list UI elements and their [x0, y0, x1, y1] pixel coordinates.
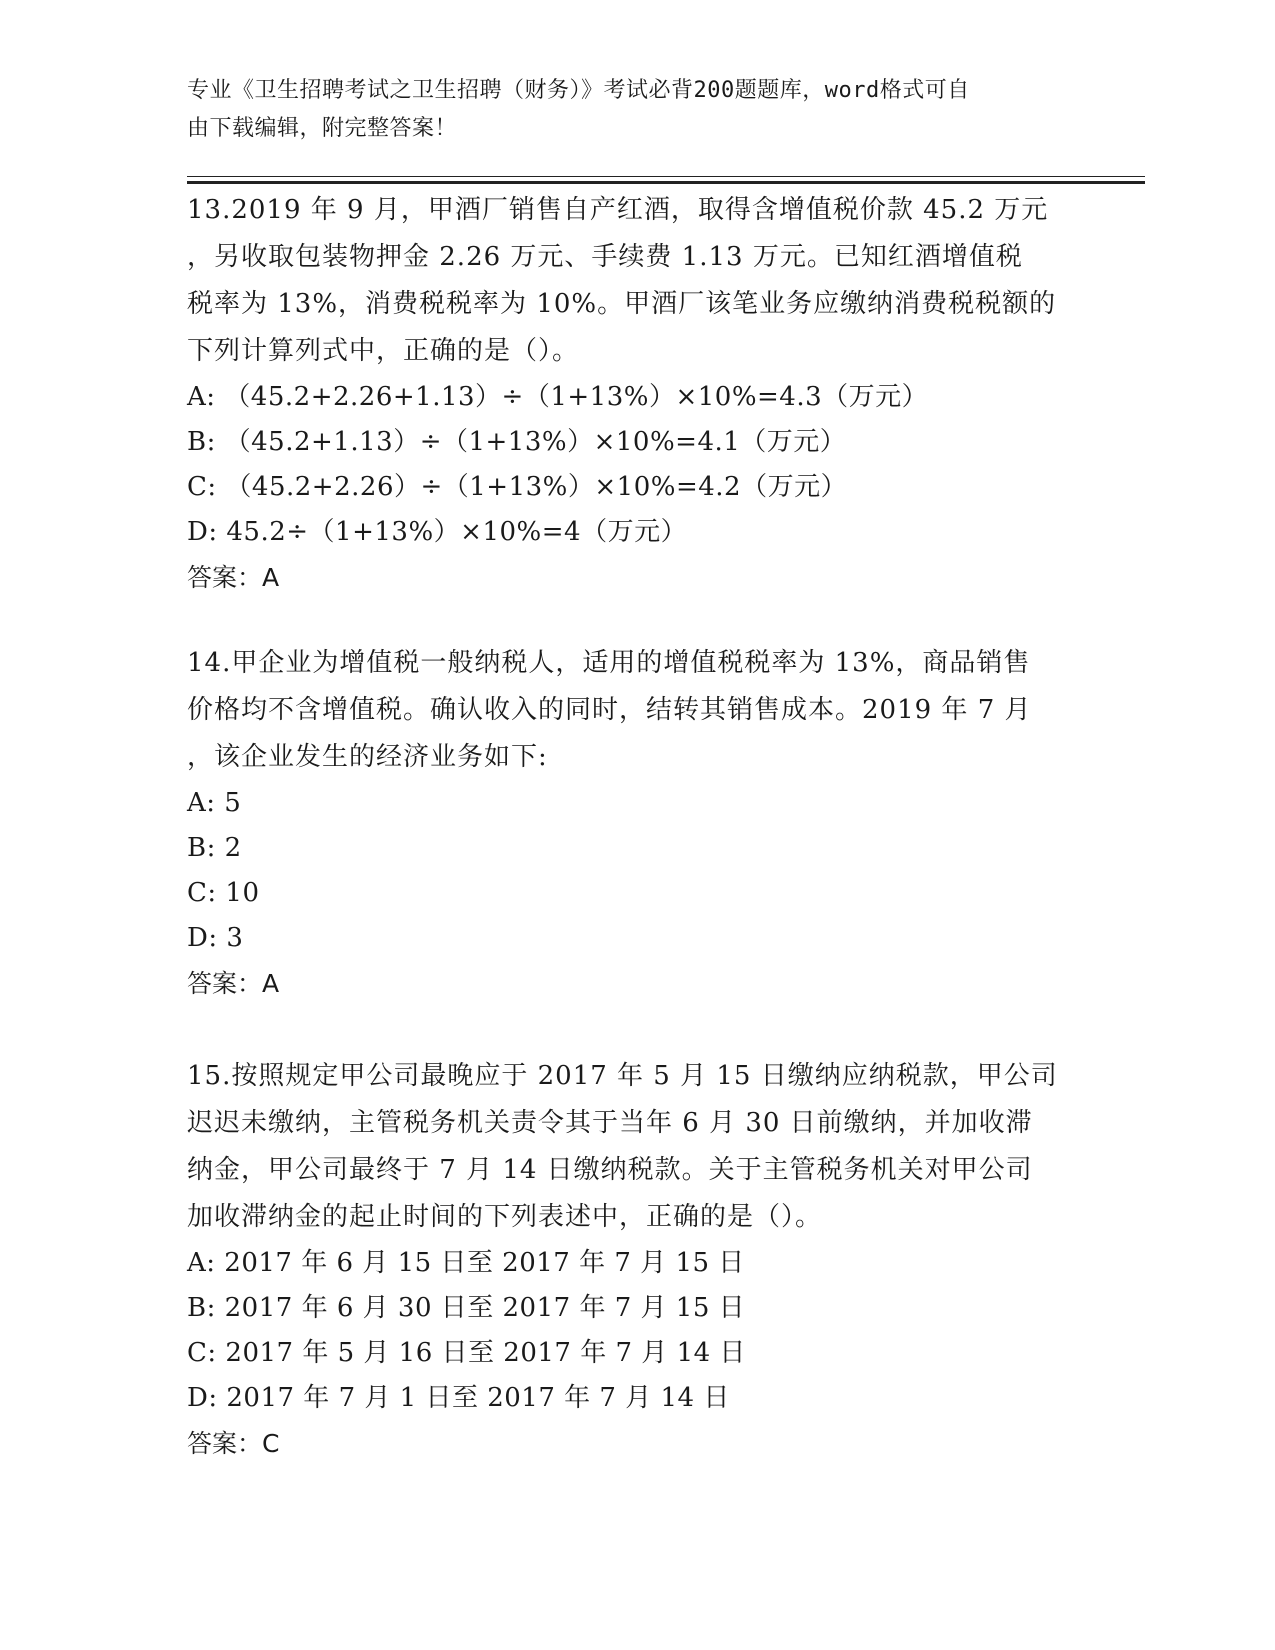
option-d: D: 3: [187, 923, 244, 953]
option-d: D: 2017 年 7 月 1 日至 2017 年 7 月 14 日: [187, 1383, 730, 1413]
option-c: C: 2017 年 5 月 16 日至 2017 年 7 月 14 日: [187, 1338, 746, 1368]
question-stem-line: 加收滞纳金的起止时间的下列表述中，正确的是（）。: [187, 1202, 823, 1232]
option-b: B: 2017 年 6 月 30 日至 2017 年 7 月 15 日: [187, 1293, 746, 1323]
question-stem-line: 下列计算列式中，正确的是（）。: [187, 336, 580, 366]
question-stem-line: 价格均不含增值税。确认收入的同时，结转其销售成本。2019 年 7 月: [187, 695, 1032, 725]
answer: 答案：A: [187, 563, 280, 592]
option-a: A: 5: [187, 788, 242, 818]
document-header: [187, 72, 1067, 148]
question-stem-line: 13.2019 年 9 月，甲酒厂销售自产红酒，取得含增值税价款 45.2 万元: [187, 195, 1049, 225]
question-stem-line: 15.按照规定甲公司最晚应于 2017 年 5 月 15 日缴纳应纳税款，甲公司: [187, 1061, 1058, 1091]
question-stem-line: 14.甲企业为增值税一般纳税人，适用的增值税税率为 13%，商品销售: [187, 648, 1031, 678]
option-a: A: 2017 年 6 月 15 日至 2017 年 7 月 15 日: [187, 1248, 745, 1278]
option-c: C: （45.2+2.26）÷（1+13%）×10%=4.2（万元）: [187, 472, 848, 502]
question-14: [187, 640, 1067, 1007]
header-divider-thin: [187, 176, 1145, 177]
question-13: [187, 187, 1067, 601]
question-stem: [187, 640, 1067, 781]
option-c: C: 10: [187, 878, 260, 908]
question-15: [187, 1053, 1067, 1467]
answer: 答案：C: [187, 1429, 280, 1458]
question-stem-line: ，该企业发生的经济业务如下:: [187, 742, 548, 772]
question-stem: [187, 187, 1067, 375]
option-b: B: （45.2+1.13）÷（1+13%）×10%=4.1（万元）: [187, 427, 847, 457]
question-stem: [187, 1053, 1067, 1241]
option-d: D: 45.2÷（1+13%）×10%=4（万元）: [187, 517, 688, 547]
option-a: A: （45.2+2.26+1.13）÷（1+13%）×10%=4.3（万元）: [187, 382, 929, 412]
header-line: 由下载编辑，附完整答案！: [187, 116, 458, 141]
question-stem-line: 税率为 13%，消费税税率为 10%。甲酒厂该笔业务应缴纳消费税税额的: [187, 289, 1057, 319]
question-stem-line: ，另收取包装物押金 2.26 万元、手续费 1.13 万元。已知红酒增值税: [187, 242, 1023, 272]
header-line: 专业《卫生招聘考试之卫生招聘（财务）》考试必背200题题库，word格式可自: [187, 78, 970, 103]
question-stem-line: 迟迟未缴纳，主管税务机关责令其于当年 6 月 30 日前缴纳，并加收滞: [187, 1108, 1033, 1138]
header-divider-thick: [187, 181, 1145, 184]
option-b: B: 2: [187, 833, 242, 863]
question-stem-line: 纳金，甲公司最终于 7 月 14 日缴纳税款。关于主管税务机关对甲公司: [187, 1155, 1033, 1185]
answer: 答案：A: [187, 969, 280, 998]
